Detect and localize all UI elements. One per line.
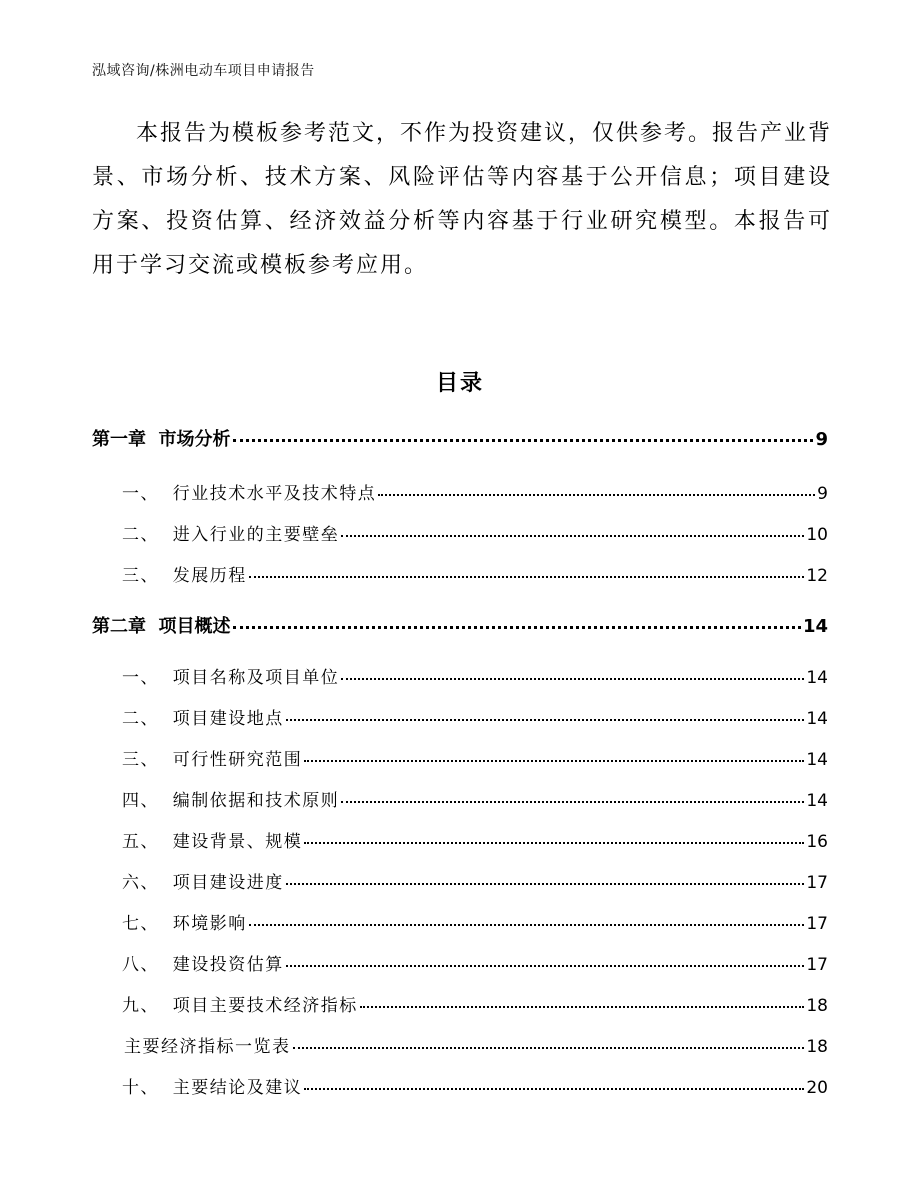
toc-page-number: 12 [806,566,828,586]
toc-section-2-10[interactable] [92,1073,828,1098]
toc-leader-dots [233,439,814,442]
toc-leader-dots [293,1047,805,1049]
toc-chapter-1[interactable] [92,425,828,451]
toc-leader-dots [378,494,815,496]
running-header: 泓域咨询/株洲电动车项目申请报告 [92,63,315,79]
toc-leader-dots [304,760,804,762]
toc-page-number: 14 [806,750,828,770]
toc-page-number: 10 [806,525,828,545]
toc-chapter-2[interactable] [92,612,828,638]
disclaimer-paragraph: 本报告为模板参考范文，不作为投资建议，仅供参考。报告产业背景、市场分析、技术方案、风险评估等内容基于公开信息；项目建设方案、投资估算、经济效益分析等内容基于行业研究模型。本报告可用于学习交流或模板参考应用。 [92,121,833,278]
toc-section-2-9[interactable] [92,991,828,1016]
toc-page-number: 20 [806,1078,828,1098]
toc-entry-label: 一、 项目名称及项目单位 [122,668,340,688]
toc-entry-label: 主要经济指标一览表 [124,1037,291,1057]
toc-entry-label: 第二章 项目概述 [92,616,231,637]
toc-entry-label: 三、 发展历程 [122,566,247,586]
toc-page-number: 9 [817,484,828,504]
toc-title: 目录 [435,371,484,396]
toc-page-number: 14 [806,668,828,688]
toc-entry-label: 十、 主要结论及建议 [122,1078,303,1098]
toc-leader-dots [286,965,805,967]
toc-leader-dots [249,924,805,926]
toc-page-number: 14 [806,791,828,811]
toc-page-number: 16 [806,832,828,852]
toc-entry-label: 六、 项目建设进度 [122,873,284,893]
table-of-contents [92,0,828,1191]
toc-leader-dots [249,576,805,578]
toc-leader-dots [341,535,804,537]
toc-entry-label: 一、 行业技术水平及技术特点 [122,484,377,504]
toc-section-2-4[interactable] [92,786,828,811]
toc-leader-dots [304,1088,804,1090]
toc-section-2-3[interactable] [92,745,828,770]
toc-entry-label: 二、 项目建设地点 [122,709,284,729]
toc-page-number: 18 [806,996,828,1016]
toc-page-number: 9 [815,429,828,450]
toc-section-2-1[interactable] [92,663,828,688]
toc-entry-label: 九、 项目主要技术经济指标 [122,996,358,1016]
toc-section-2-6[interactable] [92,868,828,893]
toc-entry-label: 二、 进入行业的主要壁垒 [122,525,340,545]
toc-leader-dots [286,883,805,885]
toc-entry-label: 七、 环境影响 [122,914,247,934]
toc-page-number: 14 [806,709,828,729]
toc-entry-label: 八、 建设投资估算 [122,955,284,975]
toc-leader-dots [304,842,804,844]
toc-entry-label: 五、 建设背景、规模 [122,832,303,852]
toc-page-number: 17 [806,873,828,893]
toc-page-number: 17 [806,955,828,975]
toc-entry-label: 四、 编制依据和技术原则 [122,791,340,811]
toc-subsection-indicator-table[interactable] [92,1032,828,1057]
toc-page-number: 18 [806,1037,828,1057]
toc-leader-dots [341,678,804,680]
toc-section-1-1[interactable] [92,479,828,504]
toc-section-2-5[interactable] [92,827,828,852]
toc-entry-label: 第一章 市场分析 [92,429,231,450]
toc-section-1-2[interactable] [92,520,828,545]
toc-page-number: 17 [806,914,828,934]
toc-leader-dots [233,626,801,629]
toc-page-number: 14 [802,616,828,637]
toc-section-2-7[interactable] [92,909,828,934]
toc-section-2-2[interactable] [92,704,828,729]
toc-leader-dots [360,1006,805,1008]
toc-entry-label: 三、 可行性研究范围 [122,750,303,770]
toc-section-2-8[interactable] [92,950,828,975]
toc-section-1-3[interactable] [92,561,828,586]
toc-leader-dots [341,801,804,803]
toc-leader-dots [286,719,805,721]
